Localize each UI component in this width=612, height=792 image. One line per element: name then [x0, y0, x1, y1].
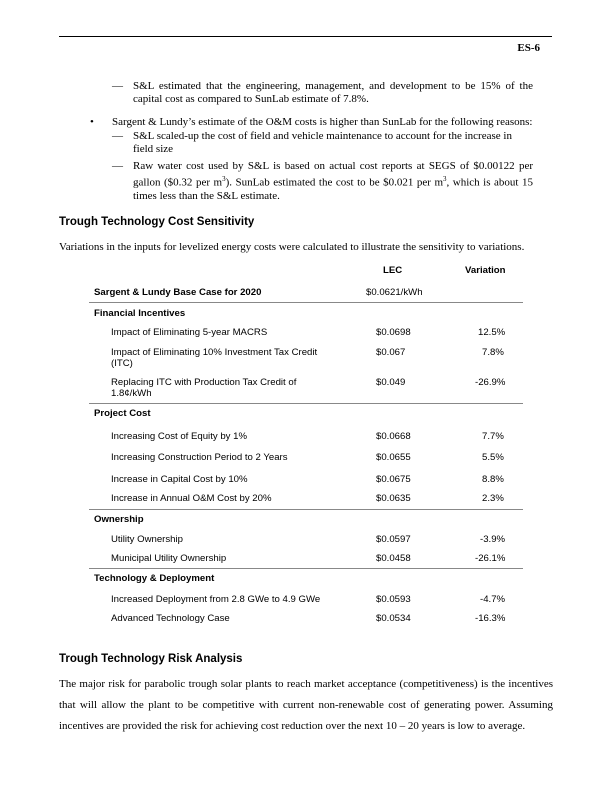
superscript-3: 3	[222, 175, 226, 183]
table-row-lec: $0.049	[376, 377, 406, 388]
table-row-lec: $0.0597	[376, 534, 411, 545]
page-number: ES-6	[517, 42, 540, 54]
bullet-marker: •	[90, 116, 94, 128]
table-row-variation: -26.1%	[475, 553, 506, 564]
table-row-lec: $0.0635	[376, 493, 411, 504]
table-row-label: Impact of Eliminating 10% Investment Tax Credit (ITC)	[111, 347, 318, 369]
heading-risk-analysis: Trough Technology Risk Analysis	[59, 653, 243, 665]
table-row-lec: $0.0698	[376, 327, 411, 338]
table-row-label: Municipal Utility Ownership	[111, 553, 227, 564]
table-row-variation: 12.5%	[478, 327, 506, 338]
group-title-project-cost: Project Cost	[94, 408, 151, 419]
table-row-label: Increasing Construction Period to 2 Years	[111, 452, 288, 463]
table-row-label: Utility Ownership	[111, 534, 183, 545]
table-divider	[89, 302, 523, 303]
table-row-label: Increase in Capital Cost by 10%	[111, 474, 248, 485]
table-row-label: Increase in Annual O&M Cost by 20%	[111, 493, 272, 504]
raw-water-text-b: ). SunLab estimated the cost to be $0.021 per m	[225, 176, 443, 189]
paragraph-risk: The major risk for parabolic trough solar plants to reach market acceptance (competitiveness) is the incentives that will allow the plant to be competitive with current non-renewable cost of generating power. Assuming incentives are provided the risk for achieving cost reduction over the next 10 – 20 years is low to average.	[59, 678, 553, 732]
table-row-variation: 5.5%	[482, 452, 504, 463]
raw-water-text-a: Raw water cost used by S&L is based on actual cost reports at SEGS of $0.00122 per gallon ($0.32 per m	[133, 160, 533, 189]
raw-water-text-c: , which is about 15 times less than the S&L estimate.	[133, 176, 533, 202]
table-row-label: Replacing ITC with Production Tax Credit of 1.8¢/kWh	[111, 377, 297, 399]
table-row-variation: 8.8%	[482, 474, 504, 485]
group-title-ownership: Ownership	[94, 514, 144, 525]
col-header-variation: Variation	[465, 265, 506, 276]
dash-marker: —	[112, 80, 123, 92]
table-row-variation: -26.9%	[475, 377, 506, 388]
dash-item-raw-water	[133, 160, 533, 203]
table-row-lec: $0.0668	[376, 431, 411, 442]
col-header-lec: LEC	[383, 265, 403, 276]
heading-cost-sensitivity: Trough Technology Cost Sensitivity	[59, 216, 255, 228]
table-row-variation: -3.9%	[480, 534, 506, 545]
table-row-variation: 7.7%	[482, 431, 504, 442]
table-row-lec: $0.0458	[376, 553, 411, 564]
dash-item-field-maintenance: S&L scaled-up the cost of field and vehicle maintenance to account for the increase in field size	[133, 130, 512, 155]
table-row-label: Increased Deployment from 2.8 GWe to 4.9 GWe	[111, 594, 321, 605]
table-row-lec: $0.067	[376, 347, 406, 358]
table-divider	[89, 568, 523, 569]
table-row-lec: $0.0675	[376, 474, 411, 485]
table-divider	[89, 403, 523, 404]
group-title-financial: Financial Incentives	[94, 308, 186, 319]
table-row-lec: $0.0534	[376, 613, 411, 624]
header-rule	[59, 36, 552, 37]
table-row-lec: $0.0655	[376, 452, 411, 463]
table-divider	[89, 509, 523, 510]
group-title-technology: Technology & Deployment	[94, 573, 215, 584]
table-row-label: Advanced Technology Case	[111, 613, 230, 624]
table-row-variation: -4.7%	[480, 594, 506, 605]
bullet-item-om-costs: Sargent & Lundy’s estimate of the O&M costs is higher than SunLab for the following reasons:	[112, 116, 533, 128]
paragraph-sensitivity: Variations in the inputs for levelized energy costs were calculated to illustrate the sensitivity to variations.	[59, 241, 525, 253]
table-row-label: Increasing Cost of Equity by 1%	[111, 431, 247, 442]
table-row-lec: $0.0593	[376, 594, 411, 605]
base-case-label: Sargent & Lundy Base Case for 2020	[94, 287, 262, 298]
dash-marker: —	[112, 160, 123, 172]
table-row-variation: -16.3%	[475, 613, 506, 624]
table-row-label: Impact of Eliminating 5-year MACRS	[111, 327, 268, 338]
base-case-lec: $0.0621/kWh	[366, 287, 423, 298]
table-row-variation: 7.8%	[482, 347, 504, 358]
dash-item-engineering: S&L estimated that the engineering, management, and development to be 15% of the capital cost as compared to SunLab estimate of 7.8%.	[133, 80, 533, 105]
superscript-3: 3	[443, 175, 447, 183]
table-row-variation: 2.3%	[482, 493, 504, 504]
dash-marker: —	[112, 130, 123, 142]
